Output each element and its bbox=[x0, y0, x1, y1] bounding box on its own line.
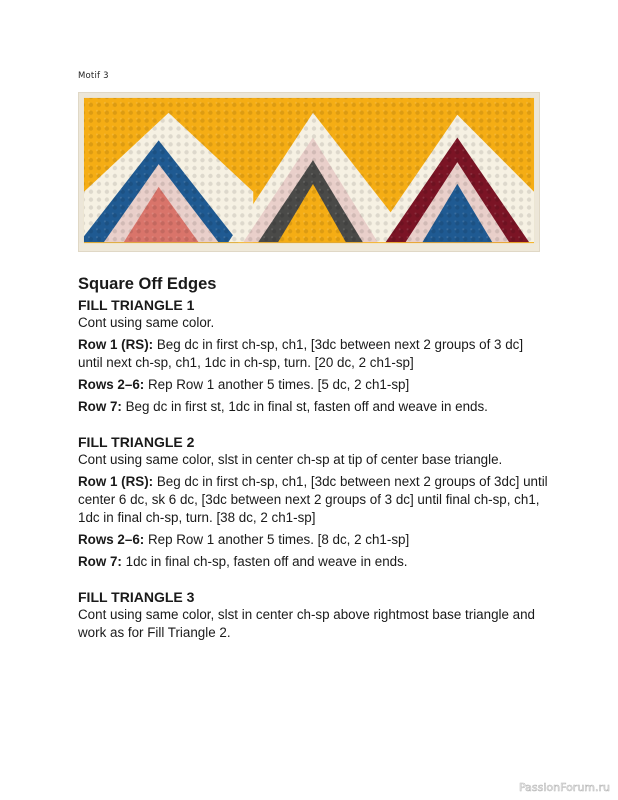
row-label: Row 1 (RS): bbox=[78, 337, 154, 352]
row-label: Row 1 (RS): bbox=[78, 474, 154, 489]
row-text: Beg dc in first ch-sp, ch1, [3dc between next 2 groups of 3dc] until center 6 dc, sk 6 dc, [3dc between next 2 groups of 3 dc] until final ch-sp, ch1, 1dc in final ch-sp, turn. [38 dc, 2 ch1-sp] bbox=[78, 474, 548, 525]
row-text: Beg dc in first ch-sp, ch1, [3dc between next 2 groups of 3 dc] until next ch-sp, ch1, 1dc in ch-sp, turn. [20 dc, 2 ch1-sp] bbox=[78, 337, 524, 370]
crochet-motif-illustration bbox=[79, 93, 539, 251]
watermark: PassionForum.ru bbox=[519, 781, 610, 794]
subsection-title: FILL TRIANGLE 3 bbox=[78, 589, 195, 605]
subsection-title: FILL TRIANGLE 2 bbox=[78, 434, 195, 450]
figure-caption: Motif 3 bbox=[78, 71, 109, 81]
fill-triangle-3 bbox=[78, 589, 548, 642]
intro-text: Cont using same color, slst in center ch-sp above rightmost base triangle and work as for Fill Triangle 2. bbox=[78, 607, 536, 640]
subsection-title: FILL TRIANGLE 1 bbox=[78, 297, 195, 313]
row-instruction bbox=[78, 376, 548, 394]
pattern-instructions bbox=[78, 274, 548, 660]
row-label: Rows 2–6: bbox=[78, 377, 145, 392]
row-label: Row 7: bbox=[78, 554, 122, 569]
row-instruction bbox=[78, 531, 548, 549]
row-text: Beg dc in first st, 1dc in final st, fasten off and weave in ends. bbox=[121, 399, 488, 414]
fill-triangle-1 bbox=[78, 297, 548, 416]
row-label: Row 7: bbox=[78, 399, 122, 414]
intro-text: Cont using same color, slst in center ch-sp at tip of center base triangle. bbox=[78, 452, 503, 467]
section-heading: Square Off Edges bbox=[78, 275, 217, 293]
row-instruction bbox=[78, 553, 548, 571]
row-instruction bbox=[78, 336, 548, 372]
intro-text: Cont using same color. bbox=[78, 315, 215, 330]
row-instruction bbox=[78, 473, 548, 527]
fill-triangle-2 bbox=[78, 434, 548, 571]
row-text: Rep Row 1 another 5 times. [5 dc, 2 ch1-sp] bbox=[144, 377, 410, 392]
row-text: 1dc in final ch-sp, fasten off and weave in ends. bbox=[121, 554, 408, 569]
crochet-motif-photo bbox=[78, 92, 540, 252]
row-text: Rep Row 1 another 5 times. [8 dc, 2 ch1-sp] bbox=[144, 532, 410, 547]
row-label: Rows 2–6: bbox=[78, 532, 145, 547]
row-instruction bbox=[78, 398, 548, 416]
